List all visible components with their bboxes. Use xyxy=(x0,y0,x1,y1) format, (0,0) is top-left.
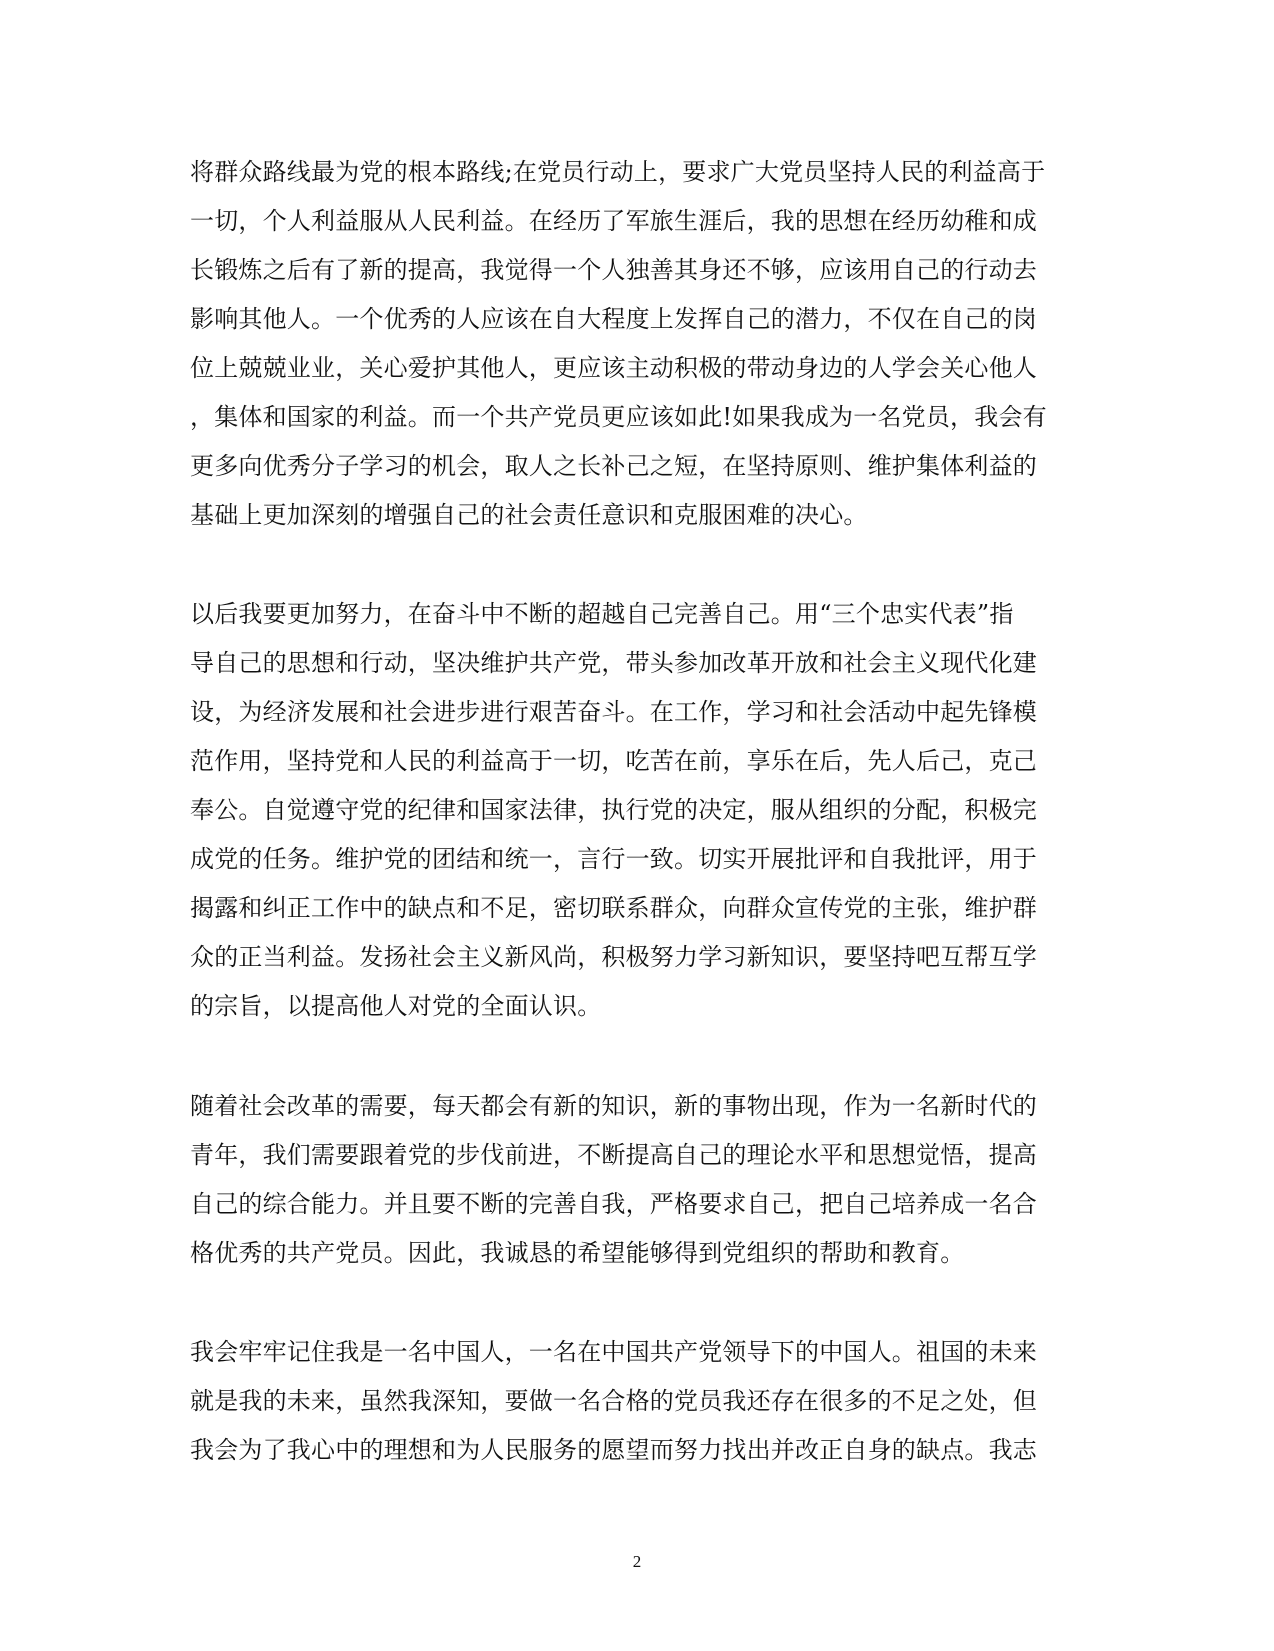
text-line: 导自己的思想和行动，坚决维护共产党，带头参加改革开放和社会主义现代化建 xyxy=(190,649,1037,677)
text-line: 长锻炼之后有了新的提高，我觉得一个人独善其身还不够，应该用自己的行动去 xyxy=(190,256,1037,284)
text-line: 揭露和纠正工作中的缺点和不足，密切联系群众，向群众宣传党的主张，维护群 xyxy=(190,894,1037,922)
text-line: 设，为经济发展和社会进步进行艰苦奋斗。在工作，学习和社会活动中起先锋模 xyxy=(190,698,1037,726)
text-line: 范作用，坚持党和人民的利益高于一切，吃苦在前，享乐在后，先人后己，克己 xyxy=(190,747,1037,775)
text-line: 众的正当利益。发扬社会主义新风尚，积极努力学习新知识，要坚持吧互帮互学 xyxy=(190,943,1037,971)
text-line: 影响其他人。一个优秀的人应该在自大程度上发挥自己的潜力，不仅在自己的岗 xyxy=(190,305,1037,333)
text-line: ，集体和国家的利益。而一个共产党员更应该如此!如果我成为一名党员，我会有 xyxy=(190,403,1047,431)
text-line: 奉公。自觉遵守党的纪律和国家法律，执行党的决定，服从组织的分配，积极完 xyxy=(190,796,1037,824)
paragraph-4 xyxy=(190,1328,1070,1475)
text-line: 格优秀的共产党员。因此，我诚恳的希望能够得到党组织的帮助和教育。 xyxy=(190,1239,965,1267)
text-line: 基础上更加深刻的增强自己的社会责任意识和克服困难的决心。 xyxy=(190,501,868,529)
text-line: 位上兢兢业业，关心爱护其他人，更应该主动积极的带动身边的人学会关心他人 xyxy=(190,354,1037,382)
text-line: 一切，个人利益服从人民利益。在经历了军旅生涯后，我的思想在经历幼稚和成 xyxy=(190,207,1037,235)
page-number: 2 xyxy=(632,1552,642,1571)
text-line: 我会为了我心中的理想和为人民服务的愿望而努力找出并改正自身的缺点。我志 xyxy=(190,1436,1037,1464)
paragraph-3 xyxy=(190,1082,1070,1278)
text-line: 我会牢牢记住我是一名中国人，一名在中国共产党领导下的中国人。祖国的未来 xyxy=(190,1338,1037,1366)
text-line: 青年，我们需要跟着党的步伐前进，不断提高自己的理论水平和思想觉悟，提高 xyxy=(190,1141,1037,1169)
text-line: 就是我的未来，虽然我深知，要做一名合格的党员我还存在很多的不足之处，但 xyxy=(190,1387,1037,1415)
text-line: 更多向优秀分子学习的机会，取人之长补己之短，在坚持原则、维护集体利益的 xyxy=(190,452,1037,480)
text-line: 自己的综合能力。并且要不断的完善自我，严格要求自己，把自己培养成一名合 xyxy=(190,1190,1037,1218)
paragraph-1 xyxy=(190,148,1070,540)
paragraph-2 xyxy=(190,590,1070,1031)
text-line: 的宗旨，以提高他人对党的全面认识。 xyxy=(190,992,602,1020)
text-line: 随着社会改革的需要，每天都会有新的知识，新的事物出现，作为一名新时代的 xyxy=(190,1092,1037,1120)
text-line: 成党的任务。维护党的团结和统一，言行一致。切实开展批评和自我批评，用于 xyxy=(190,845,1037,873)
text-line: 以后我要更加努力，在奋斗中不断的超越自己完善自己。用“三个忠实代表”指 xyxy=(190,600,1014,628)
text-line: 将群众路线最为党的根本路线;在党员行动上，要求广大党员坚持人民的利益高于 xyxy=(190,158,1046,186)
